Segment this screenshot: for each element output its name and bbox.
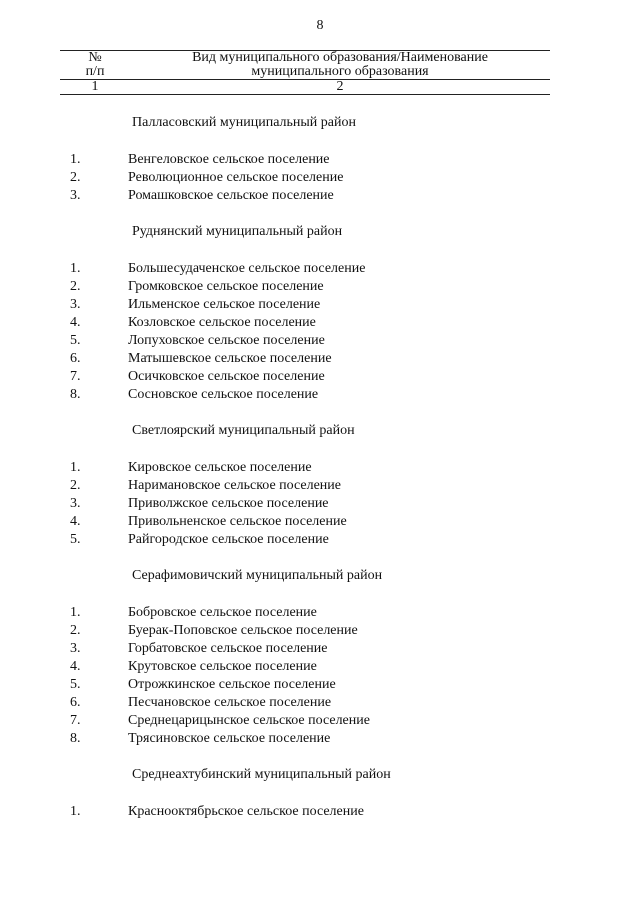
settlement-name: Песчановское сельское поселение: [128, 695, 332, 710]
settlement-name: Осичковское сельское поселение: [128, 369, 325, 384]
table-header: [60, 50, 550, 95]
header-number-symbol: №: [88, 50, 102, 65]
item-number: 4.: [70, 514, 81, 529]
item-number: 1.: [70, 152, 81, 167]
settlement-name: Наримановское сельское поселение: [128, 478, 342, 493]
item-number: 3.: [70, 188, 81, 203]
district-title: Палласовский муниципальный район: [132, 115, 356, 130]
settlement-name: Ромашковское сельское поселение: [128, 188, 334, 203]
item-number: 3.: [70, 496, 81, 511]
settlement-list-item: [0, 350, 640, 368]
item-number: 2.: [70, 478, 81, 493]
item-number: 4.: [70, 315, 81, 330]
district-sections: [0, 114, 640, 839]
settlement-name: Лопуховское сельское поселение: [128, 333, 325, 348]
settlement-list-item: [0, 260, 640, 278]
settlement-list-item: [0, 151, 640, 169]
settlement-list-item: [0, 640, 640, 658]
settlement-list-item: [0, 676, 640, 694]
settlement-name: Приволжское сельское поселение: [128, 496, 329, 511]
settlement-name: Краснооктябрьское сельское поселение: [128, 804, 364, 819]
item-number: 1.: [70, 804, 81, 819]
settlement-name: Громковское сельское поселение: [128, 279, 324, 294]
item-number: 2.: [70, 279, 81, 294]
settlement-list-item: [0, 622, 640, 640]
settlement-name: Бобровское сельское поселение: [128, 605, 317, 620]
page-number: 8: [316, 18, 324, 33]
settlement-name: Отрожкинское сельское поселение: [128, 677, 336, 692]
settlement-list-item: [0, 332, 640, 350]
header-row: [60, 51, 550, 79]
settlement-name: Революционное сельское поселение: [128, 170, 344, 185]
settlement-name: Большесудаченское сельское поселение: [128, 261, 366, 276]
item-number: 6.: [70, 695, 81, 710]
settlement-list-item: [0, 169, 640, 187]
item-number: 7.: [70, 369, 81, 384]
district-title: Руднянский муниципальный район: [132, 224, 343, 239]
header-bottom-rule: [60, 94, 550, 95]
item-number: 3.: [70, 297, 81, 312]
header-index-col1: 1: [91, 79, 99, 94]
settlement-list-item: [0, 459, 640, 477]
settlement-name: Трясиновское сельское поселение: [128, 731, 331, 746]
settlement-list-item: [0, 513, 640, 531]
settlement-name: Матышевское сельское поселение: [128, 351, 332, 366]
item-number: 5.: [70, 333, 81, 348]
settlement-list-item: [0, 477, 640, 495]
item-number: 5.: [70, 532, 81, 547]
item-number: 3.: [70, 641, 81, 656]
settlement-list-item: [0, 531, 640, 549]
district-section: [0, 766, 640, 821]
district-section: [0, 422, 640, 549]
item-number: 8.: [70, 731, 81, 746]
district-title: Серафимовичский муниципальный район: [132, 568, 383, 583]
settlement-name: Венгеловское сельское поселение: [128, 152, 330, 167]
settlement-name: Козловское сельское поселение: [128, 315, 316, 330]
settlement-list-item: [0, 278, 640, 296]
district-title: Среднеахтубинский муниципальный район: [132, 767, 391, 782]
settlement-name: Горбатовское сельское поселение: [128, 641, 328, 656]
header-index-col2: 2: [336, 79, 344, 94]
district-title: Светлоярский муниципальный район: [132, 423, 355, 438]
settlement-list-item: [0, 712, 640, 730]
item-number: 6.: [70, 351, 81, 366]
settlement-list-item: [0, 604, 640, 622]
settlement-list-item: [0, 368, 640, 386]
settlement-name: Ильменское сельское поселение: [128, 297, 321, 312]
settlement-list-item: [0, 730, 640, 748]
settlement-list-item: [0, 495, 640, 513]
item-number: 8.: [70, 387, 81, 402]
header-name-line2: муниципального образования: [251, 64, 429, 79]
settlement-list-item: [0, 803, 640, 821]
settlement-name: Привольненское сельское поселение: [128, 514, 347, 529]
settlement-name: Кировское сельское поселение: [128, 460, 312, 475]
item-number: 5.: [70, 677, 81, 692]
header-index-row: [60, 80, 550, 94]
item-number: 4.: [70, 659, 81, 674]
item-number: 7.: [70, 713, 81, 728]
header-number-column: [60, 51, 130, 79]
settlement-list-item: [0, 314, 640, 332]
settlement-name: Райгородское сельское поселение: [128, 532, 329, 547]
item-number: 1.: [70, 605, 81, 620]
settlement-name: Буерак-Поповское сельское поселение: [128, 623, 358, 638]
item-number: 2.: [70, 623, 81, 638]
district-section: [0, 114, 640, 205]
settlement-list-item: [0, 694, 640, 712]
settlement-name: Сосновское сельское поселение: [128, 387, 319, 402]
header-name-line1: Вид муниципального образования/Наименование: [192, 50, 488, 65]
item-number: 1.: [70, 460, 81, 475]
header-number-abbrev: п/п: [85, 64, 105, 79]
settlement-list-item: [0, 187, 640, 205]
settlement-list-item: [0, 296, 640, 314]
settlement-name: Крутовское сельское поселение: [128, 659, 317, 674]
item-number: 2.: [70, 170, 81, 185]
settlement-list-item: [0, 386, 640, 404]
settlement-name: Среднецарицынское сельское поселение: [128, 713, 370, 728]
district-section: [0, 567, 640, 748]
settlement-list-item: [0, 658, 640, 676]
item-number: 1.: [70, 261, 81, 276]
district-section: [0, 223, 640, 404]
header-name-column: [130, 51, 550, 79]
